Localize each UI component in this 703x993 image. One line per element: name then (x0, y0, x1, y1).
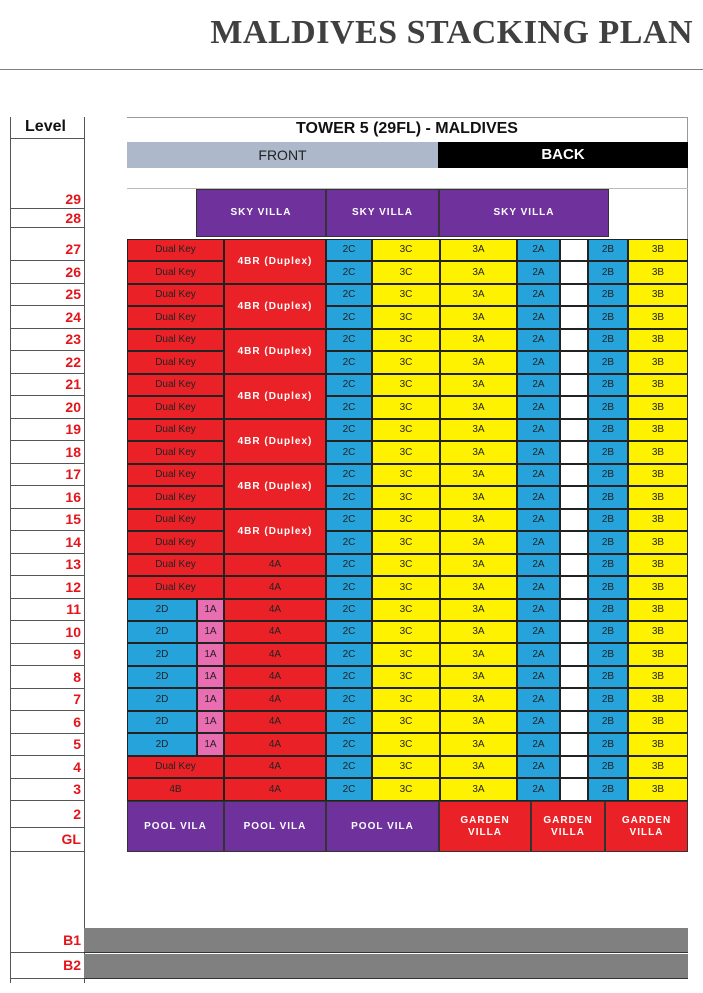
duplex-label: 4BR (Duplex) (237, 300, 313, 312)
pool-villa-3: POOL VILA (326, 801, 439, 852)
level-column-right-border (84, 117, 85, 983)
level-14: 14 (10, 531, 84, 554)
unit-2b-l10: 2B (588, 621, 628, 643)
level-header: Level (10, 117, 84, 139)
unit-4br-duplex-l17-16 (224, 464, 326, 509)
unit-dual-key-l24: Dual Key (127, 306, 224, 329)
unit-3c-l3: 3C (372, 778, 440, 801)
level-21: 21 (10, 374, 84, 396)
level-16: 16 (10, 486, 84, 509)
unit-3b-l21: 3B (628, 374, 688, 396)
tower-title: TOWER 5 (29FL) - MALDIVES (296, 120, 518, 138)
unit-3a-l9: 3A (440, 643, 517, 666)
unit-3a-l24: 3A (440, 306, 517, 329)
unit-2d-l5: 2D (127, 733, 197, 756)
unit-2c-l27: 2C (326, 239, 372, 261)
unit-2a-l10: 2A (517, 621, 560, 643)
unit-2d-l7: 2D (127, 688, 197, 711)
level-27: 27 (10, 239, 84, 261)
unit-3c-l22: 3C (372, 351, 440, 374)
unit-2a-l9: 2A (517, 643, 560, 666)
tower-right-border (687, 117, 688, 239)
unit-3b-l8: 3B (628, 666, 688, 688)
unit-3a-l17: 3A (440, 464, 517, 486)
level-26: 26 (10, 261, 84, 284)
unit-dual-key-l15: Dual Key (127, 509, 224, 531)
basement-b2-band (84, 954, 688, 979)
level-8: 8 (10, 666, 84, 689)
duplex-label: 4BR (Duplex) (237, 480, 313, 492)
level-gl: GL (10, 828, 84, 852)
unit-3c-l21: 3C (372, 374, 440, 396)
unit-dual-key-l17: Dual Key (127, 464, 224, 486)
unit-2b-l3: 2B (588, 778, 628, 801)
unit-3a-l3: 3A (440, 778, 517, 801)
unit-2b-l18: 2B (588, 441, 628, 464)
level-15: 15 (10, 509, 84, 531)
basement-b1-band (84, 928, 688, 953)
level-b1: B1 (10, 928, 84, 953)
unit-3b-l13: 3B (628, 554, 688, 576)
unit-1a-l10: 1A (197, 621, 224, 643)
unit-2c-l13: 2C (326, 554, 372, 576)
unit-3c-l19: 3C (372, 419, 440, 441)
unit-2b-l23: 2B (588, 329, 628, 351)
unit-1a-l8: 1A (197, 666, 224, 688)
sky-villa-3: SKY VILLA (439, 189, 609, 237)
void-cell-l19 (560, 419, 588, 441)
unit-2c-l18: 2C (326, 441, 372, 464)
void-cell-l5 (560, 733, 588, 756)
void-cell-l17 (560, 464, 588, 486)
void-cell-l26 (560, 261, 588, 284)
level-12: 12 (10, 576, 84, 599)
garden-villa-1: GARDEN VILLA (439, 801, 531, 852)
unit-3c-l15: 3C (372, 509, 440, 531)
unit-3c-l9: 3C (372, 643, 440, 666)
unit-2c-l10: 2C (326, 621, 372, 643)
void-cell-l8 (560, 666, 588, 688)
unit-3c-l27: 3C (372, 239, 440, 261)
unit-2a-l25: 2A (517, 284, 560, 306)
void-cell-l13 (560, 554, 588, 576)
unit-3b-l5: 3B (628, 733, 688, 756)
unit-2c-l3: 2C (326, 778, 372, 801)
unit-dual-key-l13: Dual Key (127, 554, 224, 576)
unit-3a-l11: 3A (440, 599, 517, 621)
unit-3c-l11: 3C (372, 599, 440, 621)
unit-3a-l6: 3A (440, 711, 517, 733)
unit-3b-l25: 3B (628, 284, 688, 306)
page-title: MALDIVES STACKING PLAN (210, 14, 693, 51)
unit-2b-l6: 2B (588, 711, 628, 733)
level-9: 9 (10, 644, 84, 666)
unit-2c-l12: 2C (326, 576, 372, 599)
level-24: 24 (10, 306, 84, 329)
unit-3b-l10: 3B (628, 621, 688, 643)
unit-3c-l14: 3C (372, 531, 440, 554)
unit-3b-l12: 3B (628, 576, 688, 599)
level-29: 29 (10, 190, 84, 209)
unit-2b-l26: 2B (588, 261, 628, 284)
void-cell-l10 (560, 621, 588, 643)
unit-3b-l24: 3B (628, 306, 688, 329)
unit-2a-l23: 2A (517, 329, 560, 351)
unit-2a-l19: 2A (517, 419, 560, 441)
unit-dual-key-l4: Dual Key (127, 756, 224, 778)
void-cell-l18 (560, 441, 588, 464)
void-cell-l25 (560, 284, 588, 306)
unit-3c-l16: 3C (372, 486, 440, 509)
unit-3b-l19: 3B (628, 419, 688, 441)
unit-3c-l18: 3C (372, 441, 440, 464)
unit-dual-key-l18: Dual Key (127, 441, 224, 464)
unit-3a-l23: 3A (440, 329, 517, 351)
void-cell-l24 (560, 306, 588, 329)
unit-2b-l11: 2B (588, 599, 628, 621)
unit-3a-l27: 3A (440, 239, 517, 261)
unit-2c-l9: 2C (326, 643, 372, 666)
unit-dual-key-l25: Dual Key (127, 284, 224, 306)
void-cell-l23 (560, 329, 588, 351)
unit-4a-l11: 4A (224, 599, 326, 621)
unit-2c-l8: 2C (326, 666, 372, 688)
unit-3c-l13: 3C (372, 554, 440, 576)
unit-3a-l18: 3A (440, 441, 517, 464)
unit-3b-l3: 3B (628, 778, 688, 801)
unit-2a-l21: 2A (517, 374, 560, 396)
unit-1a-l7: 1A (197, 688, 224, 711)
unit-2b-l15: 2B (588, 509, 628, 531)
garden-villa-3: GARDEN VILLA (605, 801, 688, 852)
unit-3a-l8: 3A (440, 666, 517, 688)
unit-2c-l22: 2C (326, 351, 372, 374)
unit-4b-l3: 4B (127, 778, 224, 801)
unit-3a-l26: 3A (440, 261, 517, 284)
unit-3c-l12: 3C (372, 576, 440, 599)
unit-dual-key-l19: Dual Key (127, 419, 224, 441)
duplex-label: 4BR (Duplex) (237, 390, 313, 402)
unit-3b-l16: 3B (628, 486, 688, 509)
unit-3b-l18: 3B (628, 441, 688, 464)
unit-4a-l12: 4A (224, 576, 326, 599)
unit-2b-l13: 2B (588, 554, 628, 576)
level-22: 22 (10, 351, 84, 374)
unit-2a-l27: 2A (517, 239, 560, 261)
void-cell-l12 (560, 576, 588, 599)
unit-3b-l4: 3B (628, 756, 688, 778)
void-cell-l7 (560, 688, 588, 711)
unit-2a-l16: 2A (517, 486, 560, 509)
unit-3c-l4: 3C (372, 756, 440, 778)
unit-4a-l5: 4A (224, 733, 326, 756)
unit-2c-l19: 2C (326, 419, 372, 441)
unit-3c-l26: 3C (372, 261, 440, 284)
level-19: 19 (10, 419, 84, 441)
unit-3a-l13: 3A (440, 554, 517, 576)
unit-2d-l6: 2D (127, 711, 197, 733)
void-cell-l16 (560, 486, 588, 509)
void-cell-l11 (560, 599, 588, 621)
unit-2a-l18: 2A (517, 441, 560, 464)
unit-dual-key-l12: Dual Key (127, 576, 224, 599)
unit-4br-duplex-l23-22 (224, 329, 326, 374)
level-3: 3 (10, 779, 84, 801)
unit-2a-l6: 2A (517, 711, 560, 733)
unit-3a-l22: 3A (440, 351, 517, 374)
unit-2a-l12: 2A (517, 576, 560, 599)
unit-3c-l7: 3C (372, 688, 440, 711)
level-6: 6 (10, 711, 84, 734)
unit-4a-l3: 4A (224, 778, 326, 801)
unit-3c-l17: 3C (372, 464, 440, 486)
unit-2b-l9: 2B (588, 643, 628, 666)
unit-2c-l23: 2C (326, 329, 372, 351)
unit-3a-l4: 3A (440, 756, 517, 778)
level-10: 10 (10, 621, 84, 644)
level-25: 25 (10, 284, 84, 306)
void-cell-l9 (560, 643, 588, 666)
unit-1a-l9: 1A (197, 643, 224, 666)
unit-2a-l24: 2A (517, 306, 560, 329)
void-cell-l27 (560, 239, 588, 261)
unit-3a-l25: 3A (440, 284, 517, 306)
unit-3a-l14: 3A (440, 531, 517, 554)
unit-4br-duplex-l25-24 (224, 284, 326, 329)
unit-dual-key-l26: Dual Key (127, 261, 224, 284)
unit-dual-key-l21: Dual Key (127, 374, 224, 396)
garden-villa-2: GARDEN VILLA (531, 801, 605, 852)
void-cell-l14 (560, 531, 588, 554)
duplex-label: 4BR (Duplex) (237, 525, 313, 537)
unit-4a-l4: 4A (224, 756, 326, 778)
unit-2c-l15: 2C (326, 509, 372, 531)
unit-3b-l6: 3B (628, 711, 688, 733)
unit-2b-l4: 2B (588, 756, 628, 778)
unit-3c-l8: 3C (372, 666, 440, 688)
void-cell-l22 (560, 351, 588, 374)
sky-villa-1: SKY VILLA (196, 189, 326, 237)
unit-3b-l11: 3B (628, 599, 688, 621)
level-13: 13 (10, 554, 84, 576)
unit-3b-l7: 3B (628, 688, 688, 711)
level-b2: B2 (10, 953, 84, 979)
sky-villa-2: SKY VILLA (326, 189, 439, 237)
unit-3b-l20: 3B (628, 396, 688, 419)
unit-2c-l11: 2C (326, 599, 372, 621)
unit-2c-l26: 2C (326, 261, 372, 284)
unit-3b-l9: 3B (628, 643, 688, 666)
unit-2d-l10: 2D (127, 621, 197, 643)
void-cell-l4 (560, 756, 588, 778)
level-4: 4 (10, 756, 84, 779)
unit-3c-l5: 3C (372, 733, 440, 756)
unit-2c-l24: 2C (326, 306, 372, 329)
duplex-label: 4BR (Duplex) (237, 345, 313, 357)
unit-dual-key-l22: Dual Key (127, 351, 224, 374)
duplex-label: 4BR (Duplex) (237, 255, 313, 267)
unit-2a-l15: 2A (517, 509, 560, 531)
unit-4a-l10: 4A (224, 621, 326, 643)
unit-2b-l25: 2B (588, 284, 628, 306)
unit-2c-l16: 2C (326, 486, 372, 509)
unit-4br-duplex-l19-18 (224, 419, 326, 464)
unit-dual-key-l23: Dual Key (127, 329, 224, 351)
unit-4br-duplex-l27-26 (224, 239, 326, 284)
unit-3a-l10: 3A (440, 621, 517, 643)
unit-2b-l14: 2B (588, 531, 628, 554)
unit-2a-l26: 2A (517, 261, 560, 284)
unit-2c-l17: 2C (326, 464, 372, 486)
unit-3a-l21: 3A (440, 374, 517, 396)
unit-2a-l17: 2A (517, 464, 560, 486)
level-17: 17 (10, 464, 84, 486)
unit-3b-l23: 3B (628, 329, 688, 351)
back-label: BACK (438, 142, 688, 168)
unit-3a-l20: 3A (440, 396, 517, 419)
unit-1a-l11: 1A (197, 599, 224, 621)
unit-2a-l3: 2A (517, 778, 560, 801)
unit-2b-l12: 2B (588, 576, 628, 599)
unit-3b-l17: 3B (628, 464, 688, 486)
unit-3b-l15: 3B (628, 509, 688, 531)
unit-4br-duplex-l21-20 (224, 374, 326, 419)
unit-2d-l9: 2D (127, 643, 197, 666)
unit-2b-l22: 2B (588, 351, 628, 374)
level-7: 7 (10, 689, 84, 711)
void-cell-l15 (560, 509, 588, 531)
unit-2c-l21: 2C (326, 374, 372, 396)
unit-2b-l8: 2B (588, 666, 628, 688)
unit-2a-l11: 2A (517, 599, 560, 621)
unit-3b-l22: 3B (628, 351, 688, 374)
unit-2b-l21: 2B (588, 374, 628, 396)
unit-4a-l6: 4A (224, 711, 326, 733)
pool-villa-2: POOL VILA (224, 801, 326, 852)
level-23: 23 (10, 329, 84, 351)
unit-3b-l27: 3B (628, 239, 688, 261)
unit-3c-l6: 3C (372, 711, 440, 733)
unit-2b-l24: 2B (588, 306, 628, 329)
unit-2a-l14: 2A (517, 531, 560, 554)
unit-3a-l16: 3A (440, 486, 517, 509)
unit-4br-duplex-l15-14 (224, 509, 326, 554)
unit-3c-l10: 3C (372, 621, 440, 643)
unit-2b-l27: 2B (588, 239, 628, 261)
unit-2b-l7: 2B (588, 688, 628, 711)
level-2: 2 (10, 801, 84, 828)
unit-2b-l17: 2B (588, 464, 628, 486)
unit-2a-l20: 2A (517, 396, 560, 419)
unit-2a-l8: 2A (517, 666, 560, 688)
unit-2c-l7: 2C (326, 688, 372, 711)
unit-2a-l13: 2A (517, 554, 560, 576)
unit-3a-l12: 3A (440, 576, 517, 599)
unit-1a-l6: 1A (197, 711, 224, 733)
void-cell-l20 (560, 396, 588, 419)
unit-2b-l5: 2B (588, 733, 628, 756)
unit-3c-l20: 3C (372, 396, 440, 419)
level-18: 18 (10, 441, 84, 464)
unit-2a-l5: 2A (517, 733, 560, 756)
level-5: 5 (10, 734, 84, 756)
unit-2a-l7: 2A (517, 688, 560, 711)
unit-3b-l14: 3B (628, 531, 688, 554)
unit-3c-l23: 3C (372, 329, 440, 351)
void-cell-l21 (560, 374, 588, 396)
unit-4a-l7: 4A (224, 688, 326, 711)
unit-3a-l19: 3A (440, 419, 517, 441)
void-cell-l3 (560, 778, 588, 801)
unit-3a-l15: 3A (440, 509, 517, 531)
front-label: FRONT (127, 142, 438, 168)
level-28: 28 (10, 209, 84, 228)
unit-2b-l19: 2B (588, 419, 628, 441)
unit-4a-l8: 4A (224, 666, 326, 688)
unit-2c-l25: 2C (326, 284, 372, 306)
unit-4a-l9: 4A (224, 643, 326, 666)
unit-2c-l4: 2C (326, 756, 372, 778)
unit-dual-key-l16: Dual Key (127, 486, 224, 509)
unit-4a-l13: 4A (224, 554, 326, 576)
unit-2c-l14: 2C (326, 531, 372, 554)
unit-1a-l5: 1A (197, 733, 224, 756)
unit-3a-l5: 3A (440, 733, 517, 756)
unit-3a-l7: 3A (440, 688, 517, 711)
level-11: 11 (10, 599, 84, 621)
unit-2d-l11: 2D (127, 599, 197, 621)
unit-2c-l6: 2C (326, 711, 372, 733)
unit-2c-l20: 2C (326, 396, 372, 419)
unit-3b-l26: 3B (628, 261, 688, 284)
unit-2a-l22: 2A (517, 351, 560, 374)
unit-3c-l25: 3C (372, 284, 440, 306)
unit-2b-l16: 2B (588, 486, 628, 509)
unit-2d-l8: 2D (127, 666, 197, 688)
unit-3c-l24: 3C (372, 306, 440, 329)
pool-villa-1: POOL VILA (127, 801, 224, 852)
unit-2a-l4: 2A (517, 756, 560, 778)
unit-dual-key-l14: Dual Key (127, 531, 224, 554)
unit-dual-key-l27: Dual Key (127, 239, 224, 261)
unit-2c-l5: 2C (326, 733, 372, 756)
level-20: 20 (10, 396, 84, 419)
void-cell-l6 (560, 711, 588, 733)
unit-dual-key-l20: Dual Key (127, 396, 224, 419)
duplex-label: 4BR (Duplex) (237, 435, 313, 447)
unit-2b-l20: 2B (588, 396, 628, 419)
